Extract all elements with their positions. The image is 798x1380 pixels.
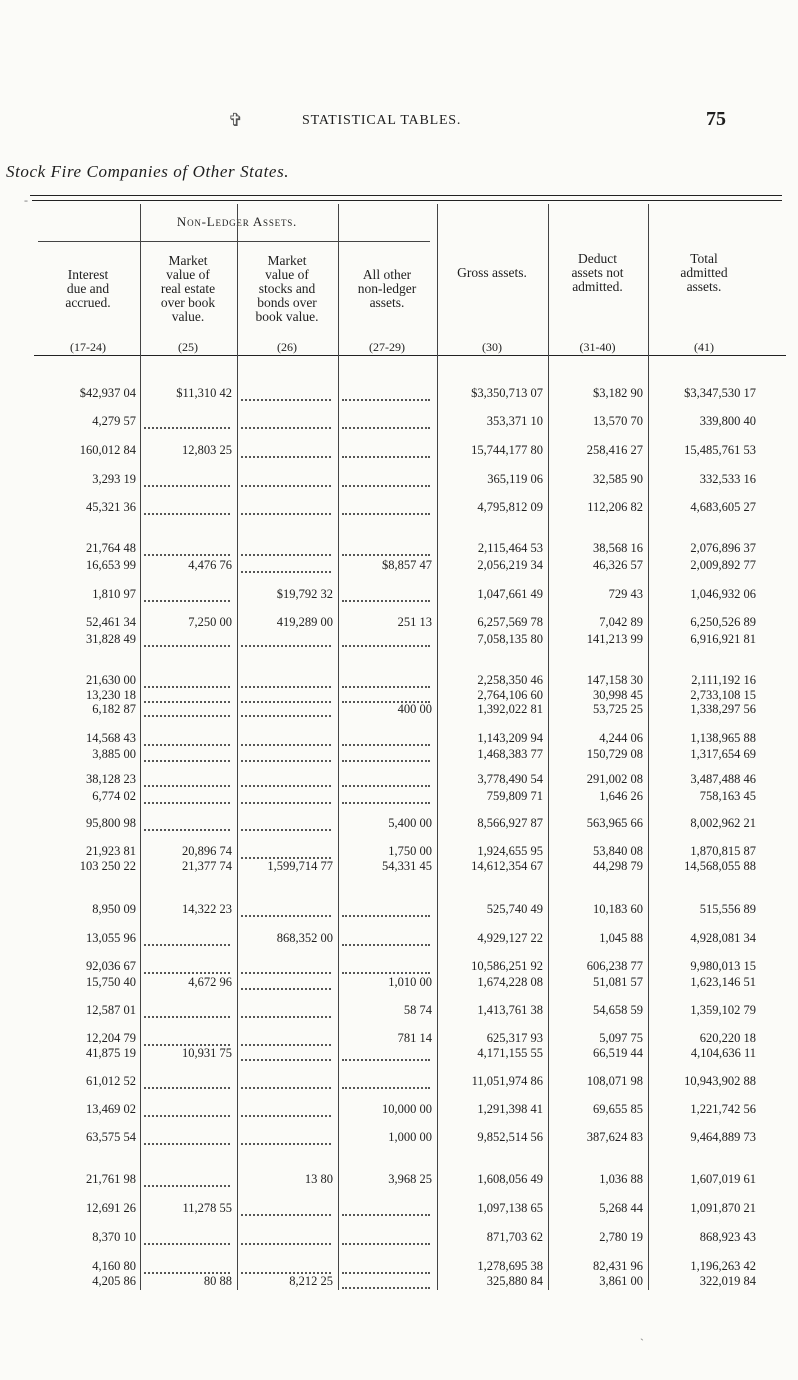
- dot-leader: [241, 976, 331, 990]
- running-header: [0, 110, 798, 134]
- column-header-line: bonds over: [257, 295, 317, 310]
- table-cell: 419,289 00: [276, 615, 333, 629]
- dot-leader: [241, 1260, 331, 1274]
- table-cell: 9,852,514 56: [477, 1130, 543, 1144]
- table-cell: 8,566,927 87: [477, 816, 543, 830]
- table-cell: 1,000 00: [388, 1130, 432, 1144]
- group-header-rule: [38, 241, 430, 242]
- table-cell: 1,623,146 51: [690, 975, 756, 989]
- table-cell: 759,809 71: [486, 789, 543, 803]
- table-cell: 2,780 19: [599, 1230, 643, 1244]
- table-cell: $3,350,713 07: [471, 386, 543, 400]
- table-cell: 1,359,102 79: [690, 1003, 756, 1017]
- column-header-line: non-ledger: [357, 281, 417, 296]
- table-cell: 3,861 00: [599, 1274, 643, 1288]
- column-header-line: value of: [265, 267, 309, 282]
- column-header: [237, 254, 337, 324]
- table-cell: 15,744,177 80: [471, 443, 543, 457]
- table-cell: 58 74: [403, 1003, 432, 1017]
- table-cell: 13,230 18: [86, 688, 136, 702]
- table-cell: 69,655 85: [593, 1102, 643, 1116]
- table-cell: 112,206 82: [587, 500, 643, 514]
- table-cell: 1,036 88: [599, 1172, 643, 1186]
- dot-leader: [241, 703, 331, 717]
- table-cell: 387,624 83: [586, 1130, 643, 1144]
- dot-leader: [342, 387, 430, 401]
- table-cell: 3,968 25: [388, 1172, 432, 1186]
- dot-leader: [144, 1103, 230, 1117]
- dot-leader: [342, 1275, 430, 1289]
- table-cell: 4,171,155 55: [477, 1046, 543, 1060]
- table-cell: 258,416 27: [586, 443, 643, 457]
- table-cell: 46,326 57: [593, 558, 643, 572]
- table-cell: 1,221,742 56: [690, 1102, 756, 1116]
- dot-leader: [144, 1173, 230, 1187]
- dot-leader: [342, 773, 430, 787]
- table-cell: 141,213 99: [586, 632, 643, 646]
- table-cell: 103 250 22: [79, 859, 136, 873]
- table-cell: 758,163 45: [699, 789, 756, 803]
- table-cell: 12,691 26: [86, 1201, 136, 1215]
- table-cell: 1,097,138 65: [477, 1201, 543, 1215]
- dot-leader: [342, 501, 430, 515]
- table-cell: 4,795,812 09: [477, 500, 543, 514]
- table-cell: 6,916,921 81: [690, 632, 756, 646]
- dot-leader: [241, 387, 331, 401]
- column-number: (41): [694, 340, 714, 354]
- table-cell: 52,461 34: [86, 615, 136, 629]
- table-cell: $8,857 47: [382, 558, 432, 572]
- dot-leader: [144, 588, 230, 602]
- column-header: [36, 268, 140, 310]
- table-cell: 4,244 06: [599, 731, 643, 745]
- table-cell: 10,183 60: [593, 902, 643, 916]
- dot-leader: [144, 817, 230, 831]
- table-cell: 54,331 45: [382, 859, 432, 873]
- table-cell: $3,347,530 17: [684, 386, 756, 400]
- table-cell: 54,658 59: [593, 1003, 643, 1017]
- table-cell: 1,599,714 77: [267, 859, 333, 873]
- dot-leader: [241, 1004, 331, 1018]
- dot-leader: [144, 703, 230, 717]
- column-header-line: assets not: [571, 265, 624, 280]
- column-header-line: Interest: [67, 267, 109, 282]
- table-cell: 2,115,464 53: [477, 541, 543, 555]
- table-cell: 325,880 84: [486, 1274, 543, 1288]
- printer-mark-icon: ✞: [228, 110, 244, 130]
- table-cell: 1,810 97: [92, 587, 136, 601]
- table-cell: 868,923 43: [699, 1230, 756, 1244]
- dot-leader: [342, 748, 430, 762]
- table-cell: 44,298 79: [593, 859, 643, 873]
- column-header-line: Total: [690, 251, 718, 266]
- column-header: [338, 268, 436, 310]
- column-number: (25): [178, 340, 198, 354]
- table-cell: 12,587 01: [86, 1003, 136, 1017]
- header-rule: [34, 355, 786, 356]
- dot-leader: [342, 732, 430, 746]
- dot-leader: [342, 633, 430, 647]
- table-cell: 4,279 57: [92, 414, 136, 428]
- dot-leader: [144, 633, 230, 647]
- table-cell: 13,570 70: [593, 414, 643, 428]
- table-cell: 4,672 96: [188, 975, 232, 989]
- table-cell: 2,258,350 46: [477, 673, 543, 687]
- dot-leader: [241, 415, 331, 429]
- table-cell: 6,257,569 78: [477, 615, 543, 629]
- dot-leader: [342, 542, 430, 556]
- column-number: (26): [277, 340, 297, 354]
- dot-leader: [342, 903, 430, 917]
- table-cell: 1,674,228 08: [477, 975, 543, 989]
- table-cell: 4,205 86: [92, 1274, 136, 1288]
- dot-leader: [342, 932, 430, 946]
- table-cell: 20,896 74: [182, 844, 232, 858]
- table-cell: 563,965 66: [586, 816, 643, 830]
- table-cell: 1,608,056 49: [477, 1172, 543, 1186]
- table-cell: 51,081 57: [593, 975, 643, 989]
- table-cell: 868,352 00: [276, 931, 333, 945]
- table-cell: 5,097 75: [599, 1031, 643, 1045]
- table-cell: 1,924,655 95: [477, 844, 543, 858]
- table-cell: 13,055 96: [86, 931, 136, 945]
- table-cell: $42,937 04: [79, 386, 136, 400]
- table-cell: 1,607,019 61: [690, 1172, 756, 1186]
- column-number: (30): [482, 340, 502, 354]
- dot-leader: [144, 932, 230, 946]
- table-cell: 5,268 44: [599, 1201, 643, 1215]
- column-divider: [338, 204, 339, 1290]
- table-cell: 95,800 98: [86, 816, 136, 830]
- table-cell: 1,010 00: [388, 975, 432, 989]
- dot-leader: [241, 732, 331, 746]
- dot-leader: [342, 415, 430, 429]
- table-cell: 7,250 00: [188, 615, 232, 629]
- table-cell: 14,568,055 88: [684, 859, 756, 873]
- dot-leader: [241, 542, 331, 556]
- table-cell: 4,683,605 27: [690, 500, 756, 514]
- dot-leader: [144, 732, 230, 746]
- dot-leader: [342, 1075, 430, 1089]
- table-cell: $11,310 42: [176, 386, 232, 400]
- table-cell: 5,400 00: [388, 816, 432, 830]
- table-cell: 3,293 19: [92, 472, 136, 486]
- table-cell: 3,487,488 46: [690, 772, 756, 786]
- dot-leader: [144, 689, 230, 703]
- table-cell: 1,468,383 77: [477, 747, 543, 761]
- table-cell: 1,047,661 49: [477, 587, 543, 601]
- non-ledger-assets-group-header: Non-Ledger Assets.: [176, 214, 298, 229]
- dot-leader: [342, 790, 430, 804]
- column-header-line: over book: [160, 295, 216, 310]
- column-number: (17-24): [70, 340, 106, 354]
- table-cell: 2,733,108 15: [690, 688, 756, 702]
- dot-leader: [144, 748, 230, 762]
- dot-leader: [144, 960, 230, 974]
- column-number: (27-29): [369, 340, 405, 354]
- table-cell: 14,612,354 67: [471, 859, 543, 873]
- column-header-line: Market: [168, 253, 208, 268]
- table-cell: 10,931 75: [182, 1046, 232, 1060]
- table-cell: 9,980,013 15: [690, 959, 756, 973]
- top-rule-double: [32, 200, 782, 201]
- column-divider: [140, 204, 141, 1290]
- table-cell: 21,923 81: [86, 844, 136, 858]
- column-number: (31-40): [579, 340, 616, 354]
- table-cell: 66,519 44: [593, 1046, 643, 1060]
- table-cell: 21,377 74: [182, 859, 232, 873]
- column-header-line: value.: [171, 309, 205, 324]
- table-cell: 2,764,106 60: [477, 688, 543, 702]
- column-header-line: assets.: [369, 295, 405, 310]
- page-number: 75: [706, 108, 726, 130]
- table-cell: 80 88: [203, 1274, 232, 1288]
- table-cell: 620,220 18: [699, 1031, 756, 1045]
- dot-leader: [144, 773, 230, 787]
- table-cell: 7,058,135 80: [477, 632, 543, 646]
- table-cell: 8,212 25: [289, 1274, 333, 1288]
- dot-leader: [241, 444, 331, 458]
- table-cell: 21,630 00: [86, 673, 136, 687]
- column-header: [648, 252, 760, 294]
- table-cell: 160,012 84: [79, 443, 136, 457]
- table-cell: 63,575 54: [86, 1130, 136, 1144]
- table-cell: 1,646 26: [599, 789, 643, 803]
- column-header-line: book value.: [255, 309, 319, 324]
- column-header-line: assets.: [686, 279, 722, 294]
- dot-leader: [241, 674, 331, 688]
- table-cell: 1,138,965 88: [690, 731, 756, 745]
- table-cell: 16,653 99: [86, 558, 136, 572]
- dot-leader: [241, 473, 331, 487]
- table-cell: 871,703 62: [486, 1230, 543, 1244]
- table-cell: 606,238 77: [586, 959, 643, 973]
- column-header-line: Deduct: [578, 251, 617, 266]
- table-cell: 6,774 02: [92, 789, 136, 803]
- table-cell: 1,143,209 94: [477, 731, 543, 745]
- dot-leader: [342, 1260, 430, 1274]
- table-cell: 525,740 49: [486, 902, 543, 916]
- column-header-line: accrued.: [65, 295, 111, 310]
- table-cell: 9,464,889 73: [690, 1130, 756, 1144]
- column-header-line: admitted.: [572, 279, 623, 294]
- table-cell: 147,158 30: [586, 673, 643, 687]
- table-cell: 6,182 87: [92, 702, 136, 716]
- running-title: STATISTICAL TABLES.: [302, 113, 462, 128]
- column-header-line: Market: [267, 253, 307, 268]
- table-cell: 8,002,962 21: [690, 816, 756, 830]
- dot-leader: [241, 1047, 331, 1061]
- dot-leader: [342, 473, 430, 487]
- table-cell: 10,000 00: [382, 1102, 432, 1116]
- dot-leader: [144, 501, 230, 515]
- table-cell: 729 43: [608, 587, 643, 601]
- dot-leader: [241, 501, 331, 515]
- table-cell: 31,828 49: [86, 632, 136, 646]
- table-cell: 1,291,398 41: [477, 1102, 543, 1116]
- table-cell: 21,764 48: [86, 541, 136, 555]
- table-cell: 1,392,022 81: [477, 702, 543, 716]
- table-cell: 1,317,654 69: [690, 747, 756, 761]
- top-rule: [30, 195, 782, 196]
- dot-leader: [241, 903, 331, 917]
- table-cell: 61,012 52: [86, 1074, 136, 1088]
- table-cell: 2,056,219 34: [477, 558, 543, 572]
- column-header-line: value of: [166, 267, 210, 282]
- dot-leader: [144, 542, 230, 556]
- column-header: [548, 252, 647, 294]
- dot-leader: [241, 689, 331, 703]
- table-cell: 6,250,526 89: [690, 615, 756, 629]
- table-cell: 41,875 19: [86, 1046, 136, 1060]
- table-cell: 11,278 55: [182, 1201, 232, 1215]
- table-cell: 38,128 23: [86, 772, 136, 786]
- table-cell: 45,321 36: [86, 500, 136, 514]
- table-cell: 781 14: [397, 1031, 432, 1045]
- table-cell: 92,036 67: [86, 959, 136, 973]
- dot-leader: [342, 1202, 430, 1216]
- column-header: [437, 266, 547, 280]
- table-cell: 38,568 16: [593, 541, 643, 555]
- column-header-line: Gross assets.: [457, 265, 527, 280]
- table-cell: 365,119 06: [487, 472, 543, 486]
- table-cell: 13,469 02: [86, 1102, 136, 1116]
- table-cell: 4,160 80: [92, 1259, 136, 1273]
- dot-leader: [144, 790, 230, 804]
- table-cell: 4,929,127 22: [477, 931, 543, 945]
- dot-leader: [241, 1131, 331, 1145]
- dot-leader: [342, 1231, 430, 1245]
- table-cell: 12,803 25: [182, 443, 232, 457]
- dot-leader: [241, 773, 331, 787]
- table-cell: 15,485,761 53: [684, 443, 756, 457]
- dot-leader: [342, 689, 430, 703]
- dot-leader: [241, 1202, 331, 1216]
- table-cell: 353,371 10: [486, 414, 543, 428]
- dot-leader: [241, 559, 331, 573]
- table-cell: 30,998 45: [593, 688, 643, 702]
- scan-speck: -: [24, 193, 28, 207]
- table-cell: 322,019 84: [699, 1274, 756, 1288]
- dot-leader: [144, 674, 230, 688]
- table-cell: 7,042 89: [599, 615, 643, 629]
- table-cell: 515,556 89: [699, 902, 756, 916]
- scan-speck: `: [640, 1336, 644, 1350]
- table-cell: 15,750 40: [86, 975, 136, 989]
- dot-leader: [144, 1260, 230, 1274]
- table-cell: 14,322 23: [182, 902, 232, 916]
- dot-leader: [342, 588, 430, 602]
- table-cell: 251 13: [397, 615, 432, 629]
- dot-leader: [144, 1231, 230, 1245]
- dot-leader: [241, 633, 331, 647]
- table-cell: 14,568 43: [86, 731, 136, 745]
- table-cell: 1,750 00: [388, 844, 432, 858]
- table-cell: 1,413,761 38: [477, 1003, 543, 1017]
- dot-leader: [241, 1075, 331, 1089]
- table-cell: 2,076,896 37: [690, 541, 756, 555]
- column-header-line: admitted: [680, 265, 728, 280]
- dot-leader: [342, 444, 430, 458]
- table-cell: 1,278,695 38: [477, 1259, 543, 1273]
- dot-leader: [144, 473, 230, 487]
- table-cell: 291,002 08: [586, 772, 643, 786]
- dot-leader: [241, 1231, 331, 1245]
- table-cell: 2,111,192 16: [691, 673, 756, 687]
- dot-leader: [144, 1075, 230, 1089]
- table-cell: 82,431 96: [593, 1259, 643, 1273]
- table-cell: 11,051,974 86: [471, 1074, 543, 1088]
- table-cell: 1,091,870 21: [690, 1201, 756, 1215]
- column-header-line: due and: [66, 281, 110, 296]
- table-cell: 13 80: [304, 1172, 333, 1186]
- table-cell: $19,792 32: [276, 587, 333, 601]
- table-cell: 4,928,081 34: [690, 931, 756, 945]
- table-cell: 32,585 90: [593, 472, 643, 486]
- table-cell: 625,317 93: [486, 1031, 543, 1045]
- dot-leader: [241, 1032, 331, 1046]
- dot-leader: [241, 817, 331, 831]
- dot-leader: [342, 960, 430, 974]
- column-header: [140, 254, 236, 324]
- table-cell: 10,586,251 92: [471, 959, 543, 973]
- table-cell: 339,800 40: [699, 414, 756, 428]
- table-cell: 53,840 08: [593, 844, 643, 858]
- dot-leader: [342, 1047, 430, 1061]
- table-cell: $3,182 90: [593, 386, 643, 400]
- table-cell: 3,885 00: [92, 747, 136, 761]
- column-header-line: real estate: [160, 281, 216, 296]
- table-cell: 2,009,892 77: [690, 558, 756, 572]
- table-cell: 21,761 98: [86, 1172, 136, 1186]
- table-cell: 1,046,932 06: [690, 587, 756, 601]
- table-cell: 1,196,263 42: [690, 1259, 756, 1273]
- table-cell: 332,533 16: [699, 472, 756, 486]
- table-cell: 400 00: [397, 702, 432, 716]
- column-header-line: stocks and: [258, 281, 316, 296]
- dot-leader: [241, 960, 331, 974]
- table-cell: 8,950 09: [92, 902, 136, 916]
- table-cell: 8,370 10: [92, 1230, 136, 1244]
- table-subtitle: Stock Fire Companies of Other States.: [6, 162, 290, 181]
- table-cell: 12,204 79: [86, 1031, 136, 1045]
- table-cell: 53,725 25: [593, 702, 643, 716]
- table-cell: 3,778,490 54: [477, 772, 543, 786]
- table-cell: 1,870,815 87: [690, 844, 756, 858]
- table-cell: 4,476 76: [188, 558, 232, 572]
- table-cell: 4,104,636 11: [690, 1046, 756, 1060]
- table-cell: 1,338,297 56: [690, 702, 756, 716]
- dot-leader: [241, 1103, 331, 1117]
- table-cell: 150,729 08: [586, 747, 643, 761]
- dot-leader: [342, 674, 430, 688]
- column-header-line: All other: [362, 267, 412, 282]
- dot-leader: [144, 1032, 230, 1046]
- table-cell: 1,045 88: [599, 931, 643, 945]
- dot-leader: [241, 748, 331, 762]
- dot-leader: [144, 415, 230, 429]
- table-cell: 108,071 98: [586, 1074, 643, 1088]
- column-divider: [237, 204, 238, 1290]
- dot-leader: [241, 845, 331, 859]
- dot-leader: [144, 1131, 230, 1145]
- table-cell: 10,943,902 88: [684, 1074, 756, 1088]
- dot-leader: [241, 790, 331, 804]
- dot-leader: [144, 1004, 230, 1018]
